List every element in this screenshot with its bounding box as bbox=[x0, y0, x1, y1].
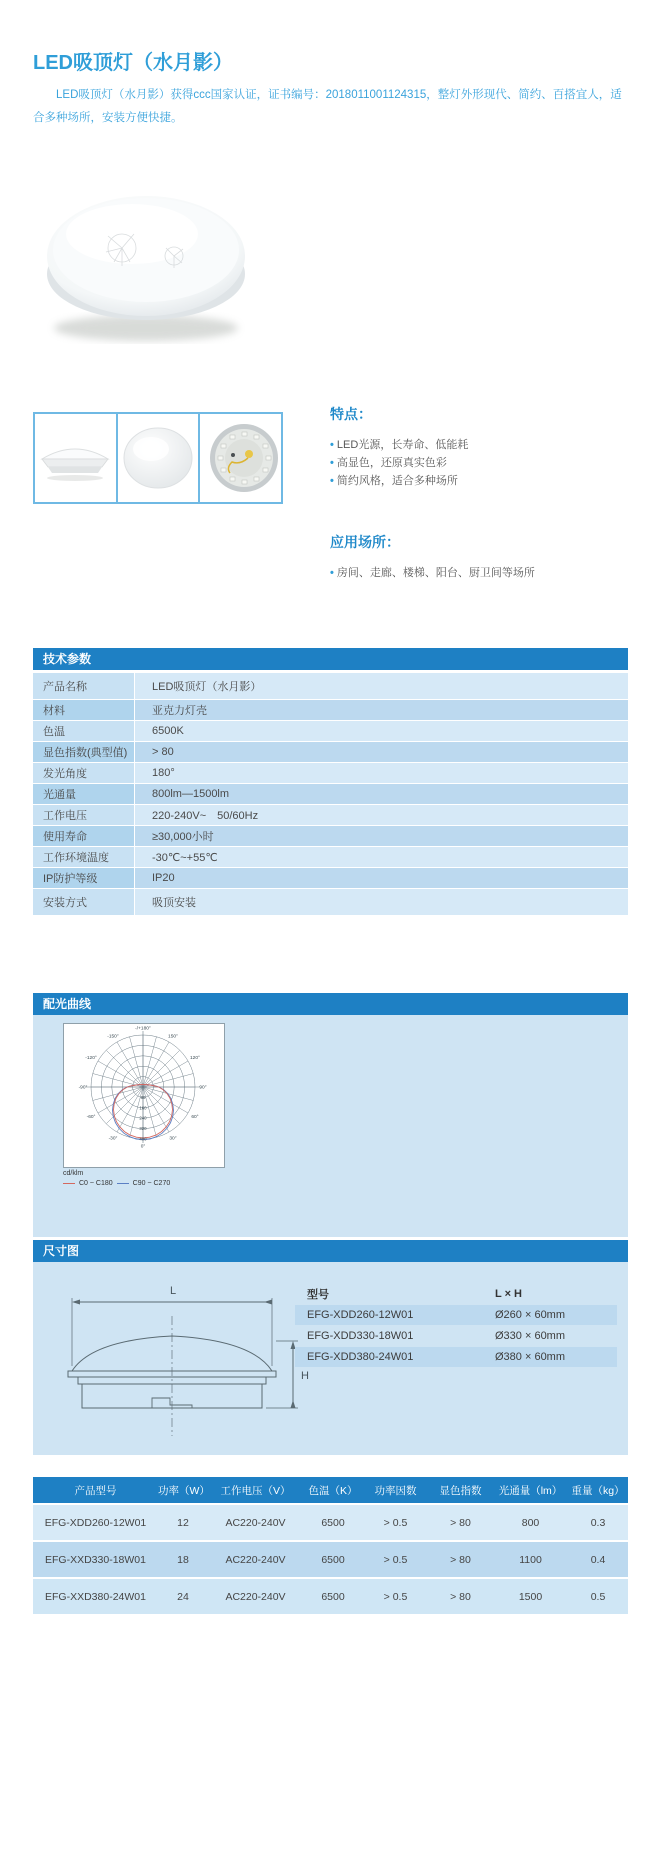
tech-param-value: 6500K bbox=[135, 721, 628, 741]
dim-label-l: L bbox=[170, 1285, 177, 1297]
svg-text:-60°: -60° bbox=[86, 1115, 96, 1120]
legend-line-c0 bbox=[63, 1183, 75, 1184]
tech-param-label: 发光角度 bbox=[33, 763, 134, 783]
spec-cell: EFG-XDD260-12W01 bbox=[44, 1516, 147, 1529]
spec-cell: > 80 bbox=[450, 1516, 471, 1529]
thumbnail-inside-view-image bbox=[202, 415, 280, 501]
svg-text:30°: 30° bbox=[169, 1136, 177, 1142]
tech-param-label: 工作电压 bbox=[33, 805, 134, 825]
tech-row bbox=[33, 673, 628, 699]
spec-cell: > 0.5 bbox=[383, 1590, 408, 1603]
photometric-header: 配光曲线 bbox=[33, 993, 628, 1015]
product-photo bbox=[36, 156, 256, 362]
svg-text:320: 320 bbox=[139, 1126, 147, 1132]
legend-label-c90: C90 ~ C270 bbox=[132, 1180, 171, 1187]
spec-cell: AC220-240V bbox=[225, 1590, 286, 1603]
spec-cell: 6500 bbox=[321, 1553, 345, 1566]
svg-text:240: 240 bbox=[139, 1115, 147, 1121]
thumbnail-side-view-image bbox=[36, 415, 114, 501]
spec-header-cell: 重量（kg） bbox=[571, 1484, 625, 1497]
product-photo-image bbox=[36, 156, 256, 362]
tech-param-value: > 80 bbox=[135, 742, 628, 762]
tech-row bbox=[33, 763, 628, 783]
spec-cell: > 80 bbox=[450, 1553, 471, 1566]
tech-param-label: IP防护等级 bbox=[33, 868, 134, 888]
spec-cell: EFG-XXD330-18W01 bbox=[45, 1553, 146, 1566]
spec-cell: > 0.5 bbox=[383, 1553, 408, 1566]
tech-row bbox=[33, 742, 628, 762]
applications-list bbox=[330, 564, 630, 582]
tech-row bbox=[33, 721, 628, 741]
spec-cell: 1500 bbox=[518, 1590, 543, 1603]
legend-line-c90 bbox=[117, 1183, 129, 1184]
model-header-cell: 型号 bbox=[307, 1289, 329, 1301]
tech-param-label: 光通量 bbox=[33, 784, 134, 804]
tech-param-label: 色温 bbox=[33, 721, 134, 741]
size-cell: Ø330 × 60mm bbox=[495, 1330, 566, 1342]
spec-header-cell: 色温（K） bbox=[308, 1484, 358, 1497]
tech-param-value: 亚克力灯壳 bbox=[135, 700, 628, 720]
model-cell: EFG-XDD330-18W01 bbox=[307, 1330, 414, 1342]
intro-paragraph: LED吸顶灯（水月影）获得ccc国家认证，证书编号：2018011001124315，整灯外形现代、简约、百搭宜人，适合多种场所，安装方便快捷。 bbox=[33, 89, 622, 124]
svg-text:60°: 60° bbox=[191, 1115, 199, 1120]
svg-text:90°: 90° bbox=[199, 1085, 207, 1091]
feature-item: • LED光源，长寿命、低能耗 bbox=[330, 436, 630, 454]
application-item: • 房间、走廊、楼梯、阳台、厨卫间等场所 bbox=[330, 564, 630, 582]
tech-params-table bbox=[33, 673, 628, 916]
thumbnail-top-view bbox=[118, 414, 201, 502]
legend-unit: cd/klm bbox=[63, 1170, 84, 1177]
spec-cell: 1100 bbox=[519, 1553, 542, 1566]
spec-cell: 24 bbox=[177, 1590, 189, 1603]
spec-cell: 0.3 bbox=[590, 1516, 606, 1529]
spec-cell: EFG-XXD380-24W01 bbox=[45, 1590, 146, 1603]
thumbnail-strip bbox=[33, 412, 283, 504]
spec-cell: AC220-240V bbox=[225, 1516, 286, 1529]
tech-param-value: -30℃~+55℃ bbox=[135, 847, 628, 867]
spec-cell: > 80 bbox=[450, 1590, 471, 1603]
model-row bbox=[295, 1347, 617, 1367]
model-row bbox=[295, 1305, 617, 1325]
tech-param-label: 材料 bbox=[33, 700, 134, 720]
spec-header-cell: 光通量（lm） bbox=[498, 1484, 563, 1497]
spec-cell: AC220-240V bbox=[225, 1553, 286, 1566]
spec-cell: > 0.5 bbox=[383, 1516, 408, 1529]
applications-section bbox=[330, 532, 630, 582]
spec-cell: 800 bbox=[521, 1516, 540, 1529]
spec-header-cell: 功率（W） bbox=[158, 1484, 210, 1497]
model-cell: EFG-XDD380-24W01 bbox=[307, 1351, 414, 1363]
spec-header-cell: 工作电压（V） bbox=[220, 1484, 291, 1497]
tech-row bbox=[33, 700, 628, 720]
tech-param-value: 220-240V~ 50/60Hz bbox=[135, 805, 628, 825]
svg-text:-120°: -120° bbox=[85, 1056, 97, 1061]
feature-item: • 高显色，还原真实色彩 bbox=[330, 454, 630, 472]
spec-cell: 18 bbox=[177, 1553, 189, 1566]
tech-row bbox=[33, 889, 628, 915]
svg-text:-90°: -90° bbox=[78, 1085, 88, 1091]
dim-label-h: H bbox=[301, 1370, 309, 1382]
model-cell: EFG-XDD260-12W01 bbox=[307, 1309, 414, 1321]
tech-param-value: 800lm—1500lm bbox=[135, 784, 628, 804]
spec-cell: 12 bbox=[177, 1516, 189, 1529]
feature-item: • 简约风格，适合多种场所 bbox=[330, 472, 630, 490]
spec-row bbox=[33, 1542, 628, 1577]
spec-cell: 0.5 bbox=[590, 1590, 606, 1603]
polar-chart bbox=[63, 1023, 225, 1168]
dimension-drawing bbox=[52, 1278, 312, 1443]
tech-param-value: 180° bbox=[135, 763, 628, 783]
svg-text:80: 80 bbox=[140, 1094, 146, 1100]
spec-cell: 6500 bbox=[321, 1590, 345, 1603]
thumbnail-inside-view bbox=[200, 414, 281, 502]
features-section bbox=[330, 404, 630, 490]
spec-row bbox=[33, 1579, 628, 1614]
tech-row bbox=[33, 868, 628, 888]
svg-text:400: 400 bbox=[139, 1136, 147, 1142]
svg-text:120°: 120° bbox=[190, 1056, 200, 1061]
svg-text:150°: 150° bbox=[168, 1034, 178, 1040]
tech-param-label: 使用寿命 bbox=[33, 826, 134, 846]
chart-legend bbox=[63, 1180, 170, 1187]
tech-param-label: 显色指数(典型值) bbox=[33, 742, 134, 762]
spec-header-cell: 功率因数 bbox=[374, 1484, 417, 1497]
model-table-body bbox=[295, 1305, 617, 1367]
svg-text:-/+180°: -/+180° bbox=[135, 1026, 151, 1032]
svg-text:-30°: -30° bbox=[108, 1136, 118, 1142]
thumbnail-top-view-image bbox=[119, 415, 197, 501]
spec-header-cell: 产品型号 bbox=[74, 1484, 117, 1497]
tech-param-value: IP20 bbox=[135, 868, 628, 888]
legend-label-c0: C0 ~ C180 bbox=[79, 1180, 113, 1187]
features-heading: 特点： bbox=[330, 406, 372, 422]
driver-module bbox=[245, 450, 253, 458]
spec-header-row bbox=[33, 1477, 628, 1503]
svg-text:0°: 0° bbox=[140, 1144, 146, 1150]
tech-row bbox=[33, 805, 628, 825]
svg-text:160: 160 bbox=[139, 1105, 147, 1111]
dimensions-header: 尺寸图 bbox=[33, 1240, 628, 1262]
tech-param-label: 工作环境温度 bbox=[33, 847, 134, 867]
spec-row bbox=[33, 1505, 628, 1540]
tech-param-label: 产品名称 bbox=[33, 673, 134, 699]
size-cell: Ø260 × 60mm bbox=[495, 1309, 566, 1321]
size-cell: Ø380 × 60mm bbox=[495, 1351, 566, 1363]
polar-chart-svg bbox=[64, 1024, 222, 1165]
features-list bbox=[330, 436, 630, 490]
spec-header-cell: 显色指数 bbox=[439, 1484, 482, 1497]
page-title: LED吸顶灯（水月影） bbox=[33, 52, 233, 74]
svg-text:-150°: -150° bbox=[107, 1034, 119, 1040]
applications-heading: 应用场所： bbox=[330, 534, 400, 550]
tech-param-value: ≥30,000小时 bbox=[135, 826, 628, 846]
spec-cell: 0.4 bbox=[590, 1553, 606, 1566]
tech-row bbox=[33, 847, 628, 867]
model-table bbox=[295, 1284, 617, 1368]
model-table-header bbox=[295, 1284, 617, 1304]
spec-table bbox=[33, 1477, 628, 1614]
tech-param-value: LED吸顶灯（水月影） bbox=[135, 673, 628, 699]
lamp-highlight bbox=[66, 204, 198, 264]
model-row bbox=[295, 1326, 617, 1346]
tech-row bbox=[33, 826, 628, 846]
tech-row bbox=[33, 784, 628, 804]
spec-cell: 6500 bbox=[321, 1516, 345, 1529]
tech-param-value: 吸顶安装 bbox=[135, 889, 628, 915]
size-header-cell: L × H bbox=[495, 1288, 523, 1300]
tech-param-label: 安装方式 bbox=[33, 889, 134, 915]
tech-params-header: 技术参数 bbox=[33, 648, 628, 670]
thumbnail-side-view bbox=[35, 414, 118, 502]
